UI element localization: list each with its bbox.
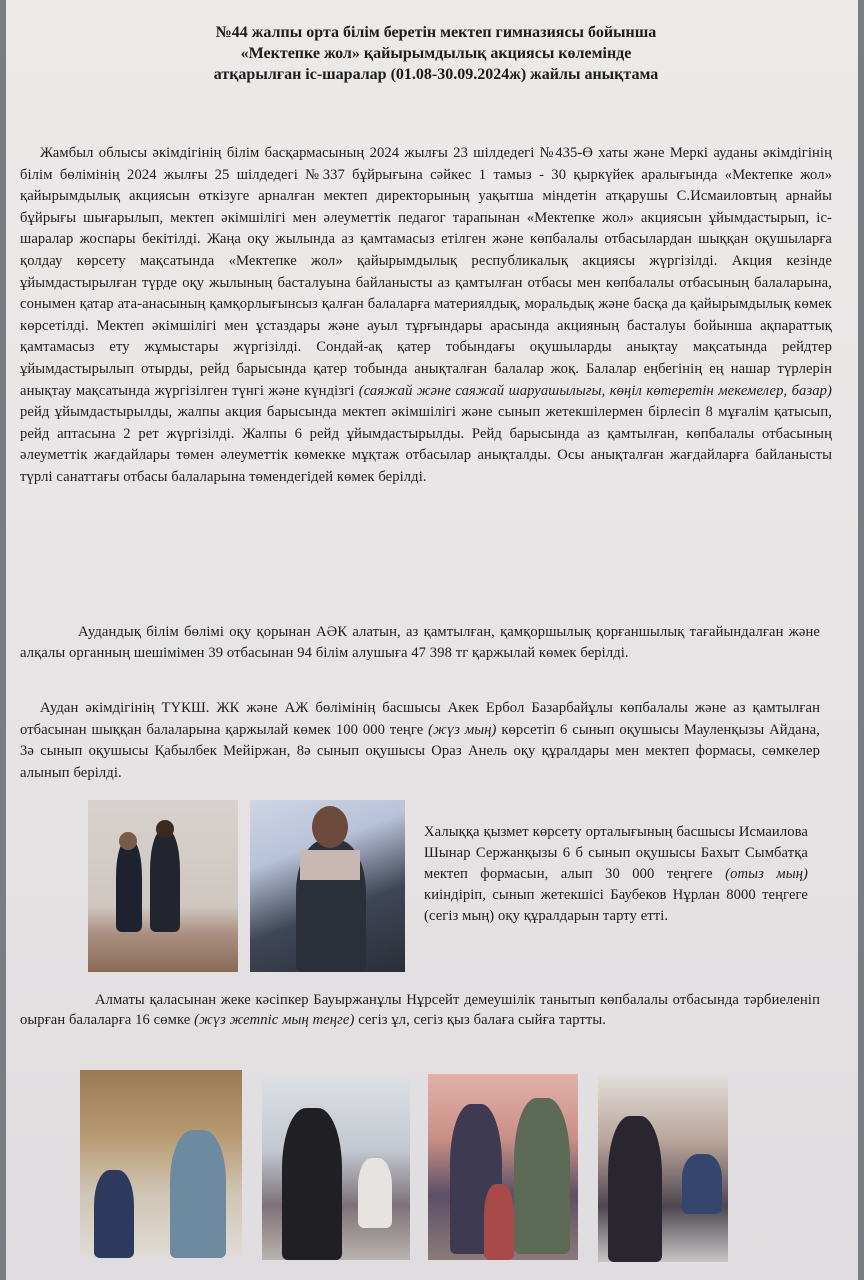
paragraph-italic-note: (отыз мың): [725, 866, 809, 882]
paragraph-sponsor-aid: [20, 990, 820, 1030]
paragraph-text: Аудан әкімдігінің ТҮКШ. ЖК және АЖ бөлімінің басшысы Акек Ербол Базарбайұлы көпбалалы және аз қамтылған отбасынан шыққан балаларына қаржылай көмек 100 000 теңге: [20, 700, 820, 738]
paragraph-text: сегіз ұл, сегіз қыз балаға сыйға тартты.: [354, 1012, 607, 1028]
paragraph-district-aid: Аудандық білім бөлімі оқу қорынан АӘК алатын, аз қамтылған, қамқоршылық қорғаншылық тағайындалған және алқалы органның шешімімен 39 отбасынан 94 білім алушыға 47 398 тг қаржылай көмек берілді.: [20, 624, 820, 661]
paragraph-text: киіндіріп, сынып жетекшісі Баубеков Нұрлан 8000 теңгеге (сегіз мың) оқу құралдарын тарту етті.: [424, 887, 808, 924]
photo-backpack-gift-3: [428, 1074, 578, 1260]
document-page: [6, 0, 858, 1280]
paragraph-text: Жамбыл облысы әкімдігінің білім басқармасының 2024 жылғы 23 шілдедегі №435-Ө хаты және Меркі ауданы әкімдігінің білім бөлімінің 2024 жылғы 25 шілдедегі №337 бұйрығына сәйкес 1 тамыз - 30 қыркүйек аралығында «Мектепке жол» қайырымдылық акциясын өткізуге арналған мектеп директорының уақытша міндетін атқарушы С.Исмаиловтың арнайы бұйрығы шығарылып, мектеп әкімшілігі мен әлеуметтік педагог тарапынан «Мектепке жол» акциясын ұйымдастырып, іс- шаралар жоспары бекітілді. Жаңа оқу жылында аз қамтамасыз етілген және көпбалалы отбасылардан шыққан оқушыларға қолдау көрсету мақсатында «Мектепке жол» қайырымдылық республикалық акциясы жүргізілді. Акция кезінде ұйымдастырылған түрде оқу жылының басталуына байланысты аз қамтылған отбасы мен көпбалалы отбасының балаларына, сонымен қатар ата-анасының қамқорлығынсыз қалған балаларға материялдық, моральдық және басқа да қайырымдылық көмек көрсетілді. Мектеп әкімшілігі мен ұстаздары және ауыл тұрғындары арасында акцияның басталуы бойынша ақпараттық қамтамасыз ету жұмыстары жүргізілді. Сондай-ақ қатер тобындағы оқушыларды анықтау мақсатында рейдтер ұйымдастырылып отырды, рейд барысында қатер тобында анықталған балалар жоқ. Балалар еңбегінің ең нашар түрлерін анықтау мақсатында жүргізілген түнгі және күндізгі: [20, 145, 832, 399]
photo-girl-with-uniform: [250, 800, 405, 972]
photo-backpack-gift-2: [262, 1078, 410, 1260]
photo-children-in-uniform: [88, 800, 238, 972]
title-line-1: №44 жалпы орта білім беретін мектеп гимназиясы бойынша: [215, 24, 657, 41]
paragraph-akimat-aid: [20, 698, 820, 784]
paragraph-italic-note: (жүз жетпіс мың теңге): [194, 1012, 355, 1028]
photo-backpack-gift-4: [598, 1076, 728, 1262]
document-title: [66, 22, 806, 85]
photo-backpack-gift-1: [80, 1070, 242, 1258]
paragraph-text: Алматы қаласынан жеке кәсіпкер Бауыржанұлы Нұрсейт демеушілік танытып көпбалалы отбасында тәрбиеленіп оырған балаларға 16 сөмке: [20, 992, 820, 1028]
paragraph-italic-note: (жүз мың): [428, 721, 497, 738]
paragraph-campaign-overview: [20, 143, 832, 489]
paragraph-service-center-aid: [424, 822, 808, 927]
paragraph-italic-note: (саяжай және саяжай шаруашылығы, көңіл көтеретін мекемелер, базар): [358, 382, 832, 399]
paragraph-text: көрсетіп 6 сынып оқушысы Мауленқызы Айдана, 3ә сынып оқушысы Қабылбек Мейіржан, 8ә сынып оқушысы Ораз Анель оқу құралдары мен мектеп формасы, сөмкелер алынып берілді.: [20, 721, 820, 781]
paragraph-text: рейд ұйымдастырылды, жалпы акция барысында мектеп әкімшілігі және сынып жетекшілермен бірлесіп 8 мұғалім қатысып, рейд аптасына 2 рет жүргізілді. Жалпы 6 рейд ұйымдастырылды. Рейд барысында аз қамтылған, көпбалалы отбасының әлеуметтік жағдайлары төмен әлеуметтік көмекке мұқтаж отбасылар анықталды. Осы анықталған жағдайларға байланысты түрлі санаттағы отбасы балаларына төмендегідей көмек берілді.: [20, 404, 832, 485]
title-line-3: атқарылған іс-шаралар (01.08-30.09.2024ж) жайлы анықтама: [213, 66, 659, 83]
paragraph-text: Халыққа қызмет көрсету орталығының басшысы Исмаилова Шынар Сержанқызы 6 б сынып оқушысы Бахыт Сымбатқа мектеп формасын, алып 30 000 теңгеге: [424, 824, 808, 882]
title-line-2: «Мектепке жол» қайырымдылық акциясы көлемінде: [240, 45, 632, 62]
